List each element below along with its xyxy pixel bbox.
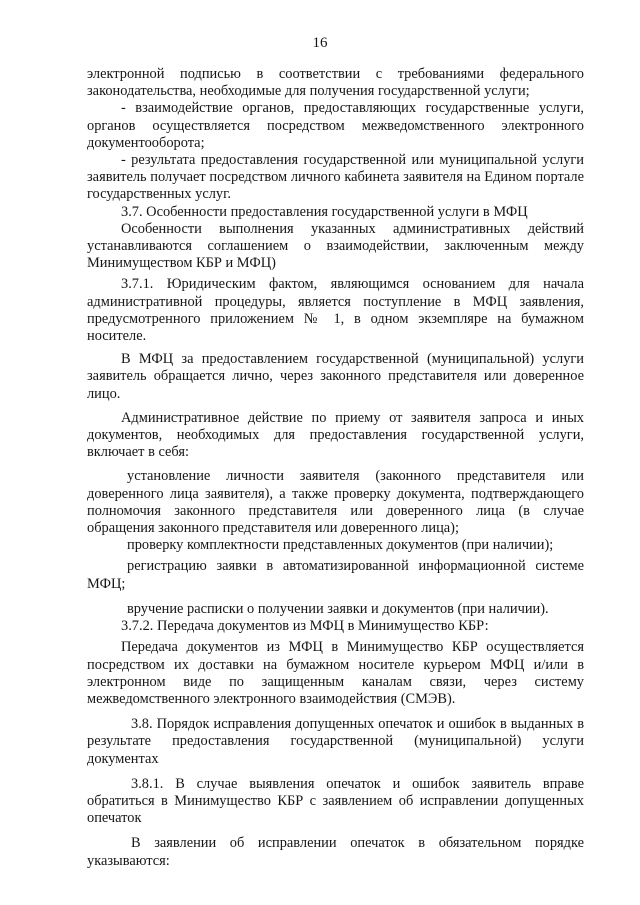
paragraph: электронной подписью в соответствии с требованиями федерального законодательства, необходимые для получения государственной услуги; [87, 66, 584, 100]
paragraph: проверку комплектности представленных документов (при наличии); [127, 537, 554, 554]
paragraph: Передача документов из МФЦ в Минимущество КБР осуществляется посредством их доставки на бумажном носителе курьером МФЦ и/или в электронном виде по защищенным каналам связи, через систему межведомственного электронного взаимодействия (СМЭВ). [87, 639, 584, 707]
paragraph: В МФЦ за предоставлением государственной (муниципальной) услуги заявитель обращается лично, через законного представителя или доверенное лицо. [87, 351, 584, 402]
paragraph: Особенности выполнения указанных административных действий устанавливаются соглашением о взаимодействии, заключенным между Минимуществом КБР и МФЦ) [87, 220, 584, 272]
paragraph: установление личности заявителя (законного представителя или доверенного лица заявителя), а также проверку документа, подтверждающего полномочия законного представителя или доверенного лица (в случае обращения законного представителя или доверенного лица); [87, 468, 584, 537]
paragraph: 3.7. Особенности предоставления государственной услуги в МФЦ [121, 203, 528, 220]
page-number: 16 [312, 35, 328, 51]
paragraph: 3.8. Порядок исправления допущенных опечаток и ошибок в выданных в результате предоставления государственной (муниципальной) услуги документах [87, 716, 584, 767]
paragraph: вручение расписки о получении заявки и документов (при наличии). [127, 600, 549, 617]
paragraph: - взаимодействие органов, предоставляющих государственные услуги, органов осуществляется посредством межведомственного электронного документооборота; [87, 100, 584, 151]
paragraph: - результата предоставления государственной или муниципальной услуги заявитель получает посредством личного кабинета заявителя на Едином портале государственных услуг. [87, 152, 584, 203]
paragraph: В заявлении об исправлении опечаток в обязательном порядке указываются: [87, 835, 584, 869]
page-body [87, 66, 584, 870]
paragraph: регистрацию заявки в автоматизированной информационной системе МФЦ; [87, 558, 584, 592]
paragraph: Административное действие по приему от заявителя запроса и иных документов, необходимых для предоставления государственной услуги, включает в себя: [87, 409, 584, 461]
paragraph: 3.7.1. Юридическим фактом, являющимся основанием для начала административной процедуры, является поступление в МФЦ заявления, предусмотренного приложением № 1, в одном экземпляре на бумажном носителе. [87, 276, 584, 345]
paragraph: 3.7.2. Передача документов из МФЦ в Минимущество КБР: [121, 618, 489, 635]
paragraph: 3.8.1. В случае выявления опечаток и ошибок заявитель вправе обратиться в Минимущество КБР с заявлением об исправлении допущенных опечаток [87, 775, 584, 827]
